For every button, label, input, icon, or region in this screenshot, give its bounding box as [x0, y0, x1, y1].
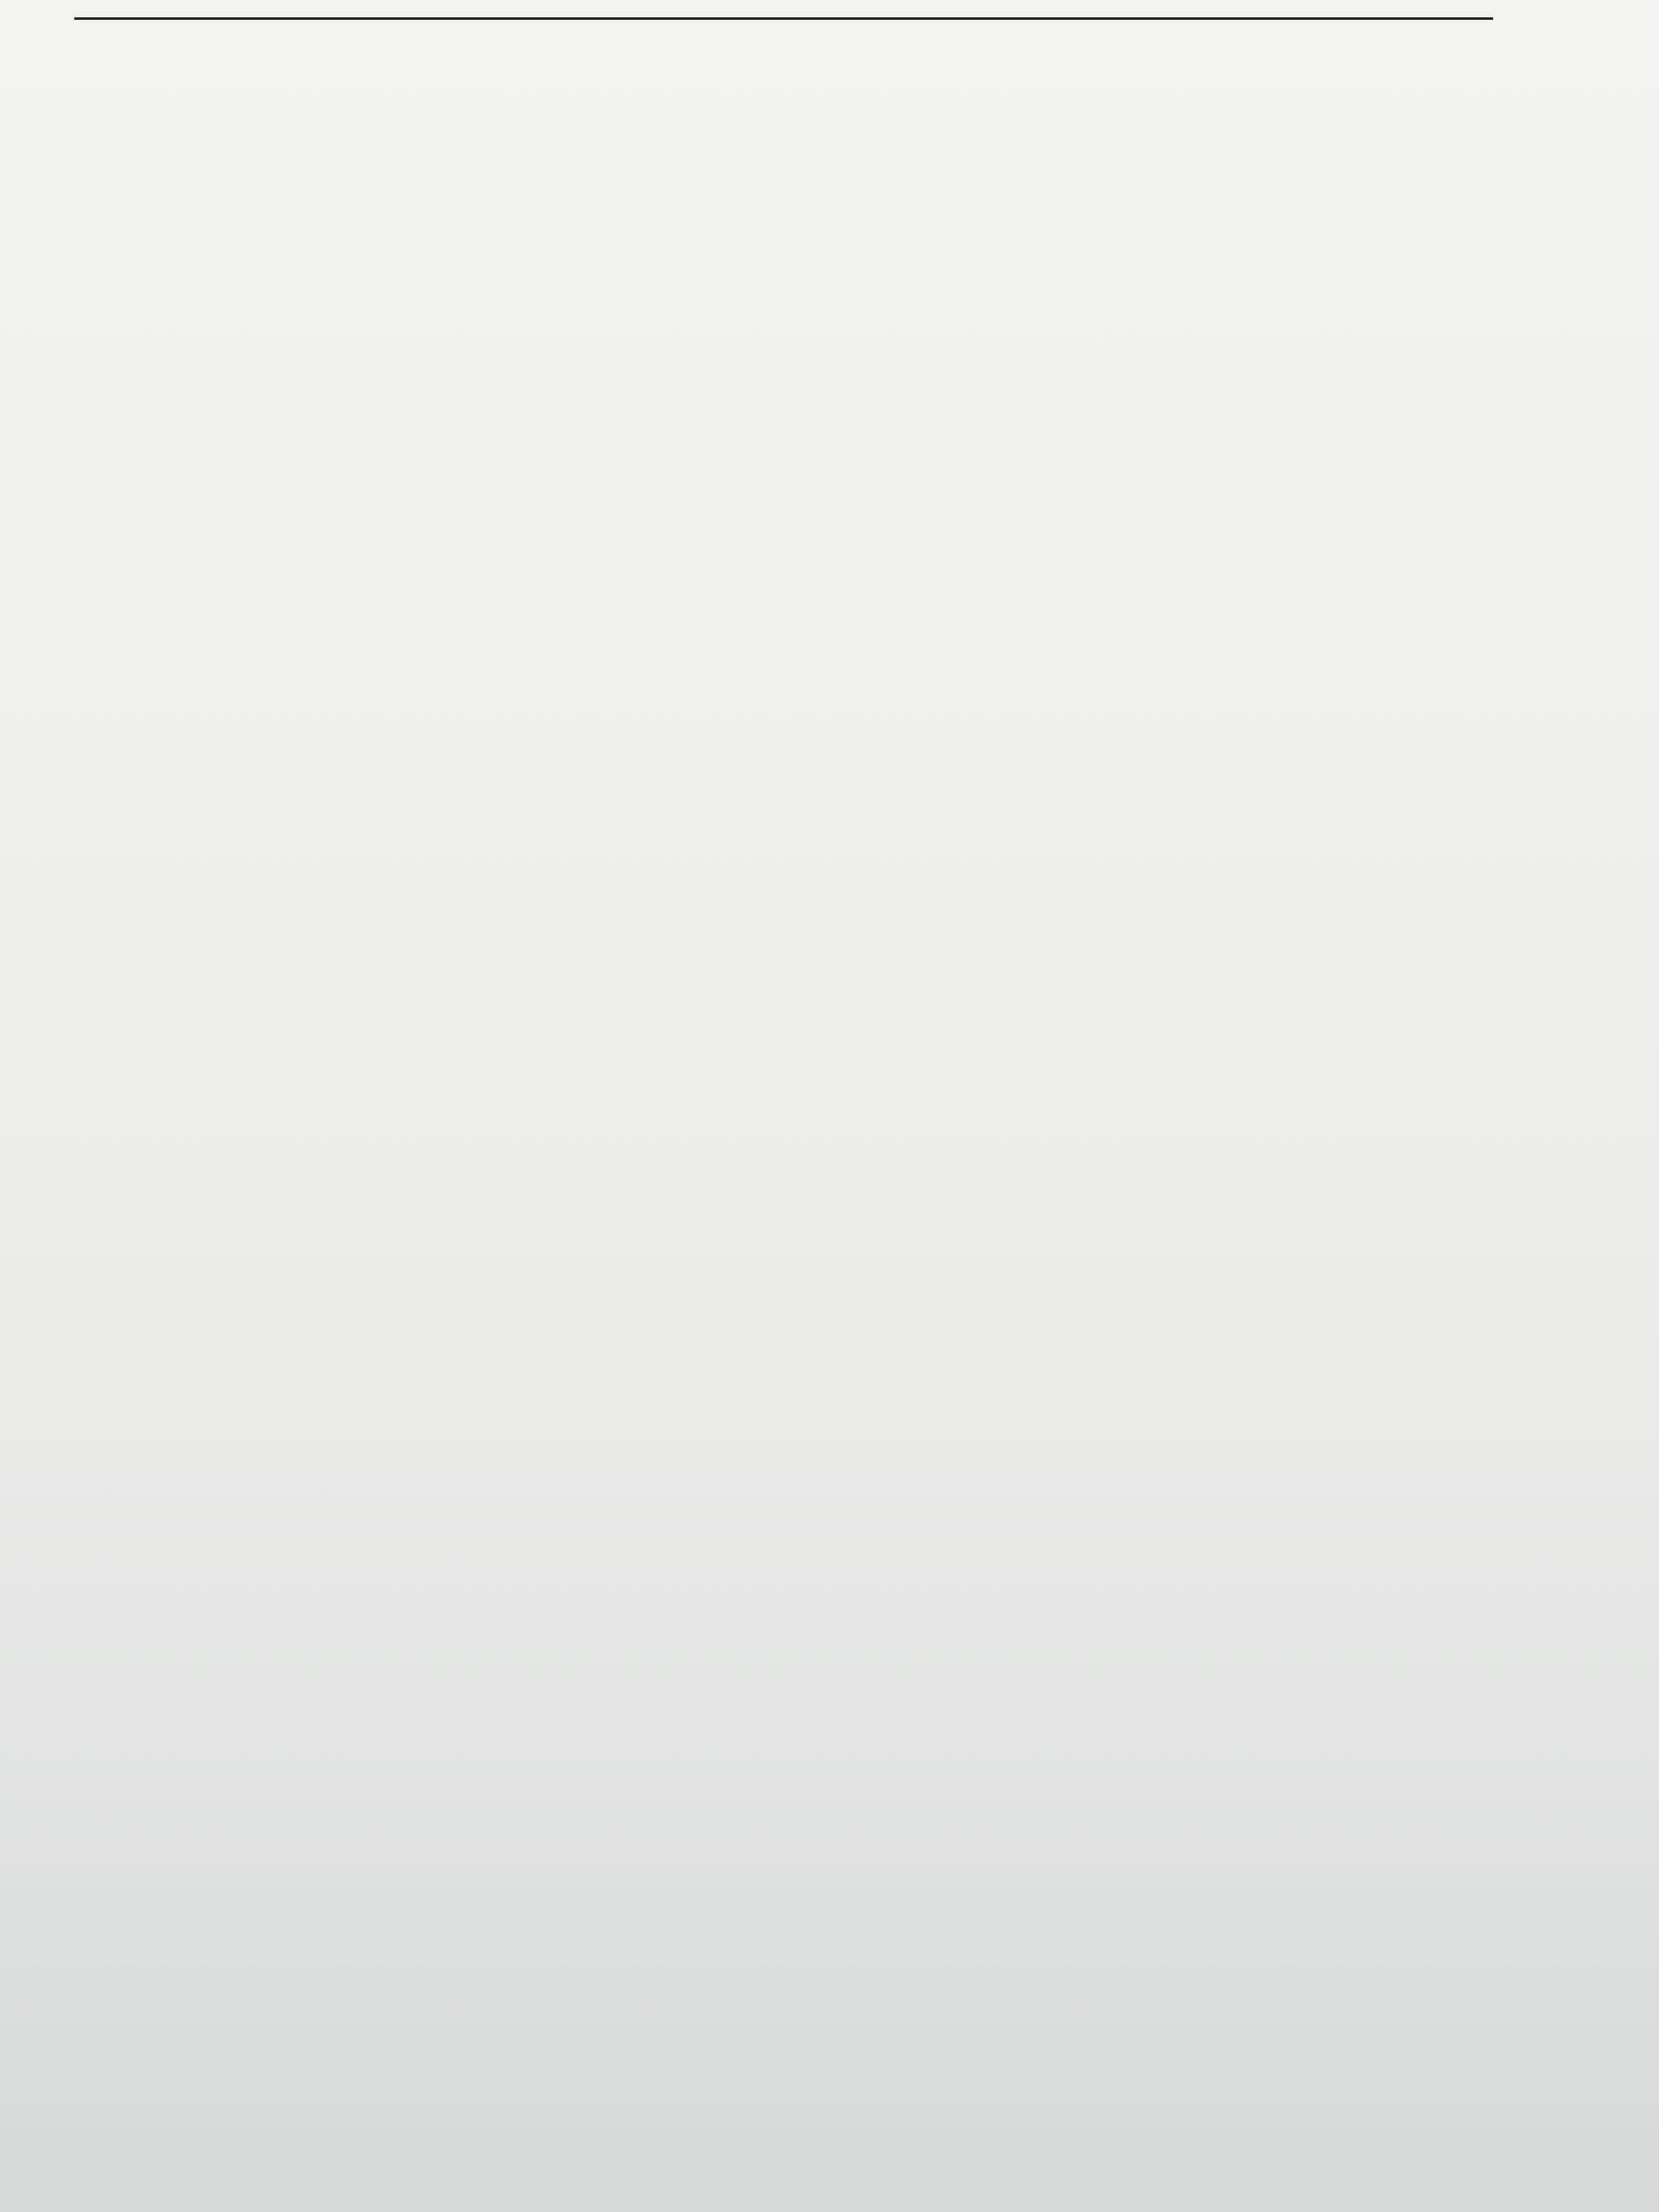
- header-rule: [74, 17, 1493, 20]
- page-shadow: [0, 1426, 1659, 2212]
